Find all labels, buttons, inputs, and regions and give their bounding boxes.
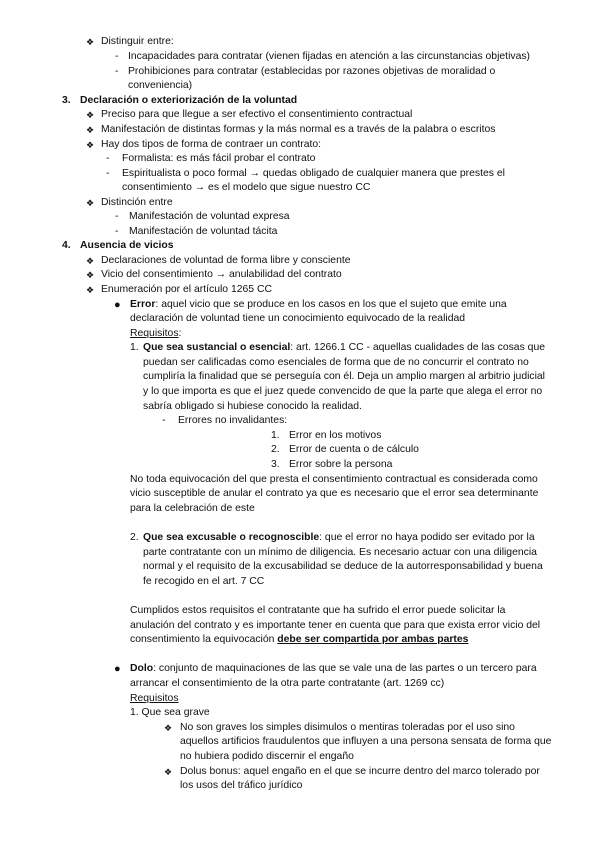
paragraph-line: sabría obligado si hubiese conocido la realidad. — [143, 401, 362, 412]
diamond-bullet-icon: ❖ — [86, 198, 95, 208]
diamond-bullet-icon: ❖ — [164, 767, 173, 777]
diamond-bullet-icon: ❖ — [86, 140, 95, 150]
requirement-excusable: Que sea excusable o recognoscible: que el error no haya podido ser evitado por la — [143, 532, 535, 543]
paragraph-line: puedan ser calificadas como esenciales de forma que de no concurrir el contrato no — [143, 357, 529, 368]
diamond-bullet-icon: ❖ — [86, 110, 95, 120]
diamond-bullet-icon: ❖ — [164, 723, 173, 733]
paragraph-line: Dolus bonus: aquel engaño en el que se incurre dentro del marco tolerado por — [180, 766, 540, 777]
list-item: Declaraciones de voluntad de forma libre y consciente — [101, 255, 351, 266]
list-item: Manifestación de voluntad expresa — [129, 211, 290, 222]
round-bullet-icon: ● — [114, 299, 121, 311]
list-item: Espiritualista o poco formal → quedas obligado de cualquier manera que prestes el — [122, 168, 505, 179]
paragraph-line: y lo que importa es que el juez quede convencido de que la parte que alega el error no — [143, 386, 543, 397]
list-item: Manifestación de distintas formas y la más normal es a través de la palabra o escritos — [101, 124, 496, 135]
paragraph-line: no hubiera podido discernir el engaño — [180, 751, 354, 762]
dash-bullet: - — [106, 168, 110, 179]
dash-bullet: - — [162, 415, 166, 426]
requisitos-heading: Requisitos — [130, 693, 179, 704]
list-item: Errores no invalidantes: — [178, 415, 288, 426]
paragraph-line: anulación del contrato y es importante tener en cuenta que para que exista error vicio del — [130, 620, 541, 631]
paragraph-line: No toda equivocación del que presta el consentimiento contractual es considerada como — [130, 474, 538, 485]
section-title: Ausencia de vicios — [80, 240, 174, 251]
section-number: 4. — [62, 240, 71, 251]
list-item: consentimiento → es el modelo que sigue nuestro CC — [122, 182, 371, 193]
paragraph-line: cumpliría la finalidad que se perseguía con él. Deja un amplio margen al arbitrio judicial — [143, 371, 545, 382]
diamond-bullet-icon: ❖ — [86, 37, 95, 47]
paragraph-line: parte contratante con un mínimo de diligencia. Es necesario actuar con una diligencia — [143, 547, 537, 558]
distinguish-label: Distinguir entre: — [101, 36, 174, 47]
paragraph-line: Cumplidos estos requisitos el contratante que ha sufrido el error puede solicitar la — [130, 605, 506, 616]
paragraph-line: los usos del tráfico jurídico — [180, 780, 303, 791]
requirement-sustancial: Que sea sustancial o esencial: art. 1266.1 CC - aquellas cualidades de las cosas que — [143, 342, 546, 353]
numbered-item-number: 2. — [130, 532, 139, 543]
paragraph-line: fe recogido en el art. 7 CC — [143, 576, 265, 587]
dash-bullet: - — [115, 66, 119, 77]
diamond-bullet-icon: ❖ — [86, 256, 95, 266]
list-item: Prohibiciones para contratar (establecidas por razones objetivas de moralidad o — [128, 66, 496, 77]
dash-bullet: - — [115, 51, 119, 62]
paragraph-line: consentimiento la equivocación debe ser compartida por ambas partes — [130, 634, 469, 645]
diamond-bullet-icon: ❖ — [86, 270, 95, 280]
dolo-definition: Dolo: conjunto de maquinaciones de las que se vale una de las partes o un tercero para — [130, 663, 537, 674]
round-bullet-icon: ● — [114, 663, 121, 675]
list-item: 1. Que sea grave — [130, 707, 210, 718]
list-item: Manifestación de voluntad tácita — [129, 226, 278, 237]
dash-bullet: - — [106, 153, 110, 164]
error-definition: Error: aquel vicio que se produce en los casos en los que el sujeto que emite una — [130, 299, 507, 310]
paragraph-line: arrancar el consentimiento de la otra parte contratante (art. 1269 cc) — [130, 678, 445, 689]
paragraph-line: normal y el requisito de la excusabilidad se deduce de la autorresponsabilidad y buena — [143, 561, 543, 572]
section-title: Declaración o exteriorización de la voluntad — [80, 95, 298, 106]
list-item: Enumeración por el artículo 1265 CC — [101, 284, 272, 295]
requisitos-heading: Requisitos: — [130, 328, 182, 339]
section-number: 3. — [62, 95, 71, 106]
paragraph-line: declaración de voluntad tiene un conocimiento equivocado de la realidad — [130, 313, 466, 324]
list-item: Error de cuenta o de cálculo — [289, 444, 419, 455]
numbered-item-number: 3. — [271, 459, 280, 470]
list-item: Distinción entre — [101, 197, 173, 208]
paragraph-line: vicio susceptible de anular el contrato ya que es necesario que el error sea determinante — [130, 488, 539, 499]
list-item: Preciso para que llegue a ser efectivo el consentimiento contractual — [101, 109, 413, 120]
list-item: Vicio del consentimiento → anulabilidad del contrato — [101, 269, 342, 280]
numbered-item-number: 1. — [271, 430, 280, 441]
diamond-bullet-icon: ❖ — [86, 285, 95, 295]
list-item: Error sobre la persona — [289, 459, 393, 470]
diamond-bullet-icon: ❖ — [86, 125, 95, 135]
paragraph-line: aquellos artificios fraudulentos que influyen a una persona sensata de forma que — [180, 736, 552, 747]
dash-bullet: - — [115, 226, 119, 237]
paragraph-line: para la celebración de este — [130, 503, 255, 514]
list-item: Formalista: es más fácil probar el contrato — [122, 153, 316, 164]
numbered-item-number: 2. — [271, 444, 280, 455]
numbered-item-number: 1. — [130, 342, 139, 353]
list-item: Error en los motivos — [289, 430, 382, 441]
list-item: Incapacidades para contratar (vienen fijadas en atención a las circunstancias objetivas) — [128, 51, 531, 62]
paragraph-line: No son graves los simples disimulos o mentiras toleradas por el uso sino — [180, 722, 515, 733]
list-item: Hay dos tipos de forma de contraer un contrato: — [101, 139, 322, 150]
list-item: conveniencia) — [128, 80, 193, 91]
dash-bullet: - — [115, 211, 119, 222]
